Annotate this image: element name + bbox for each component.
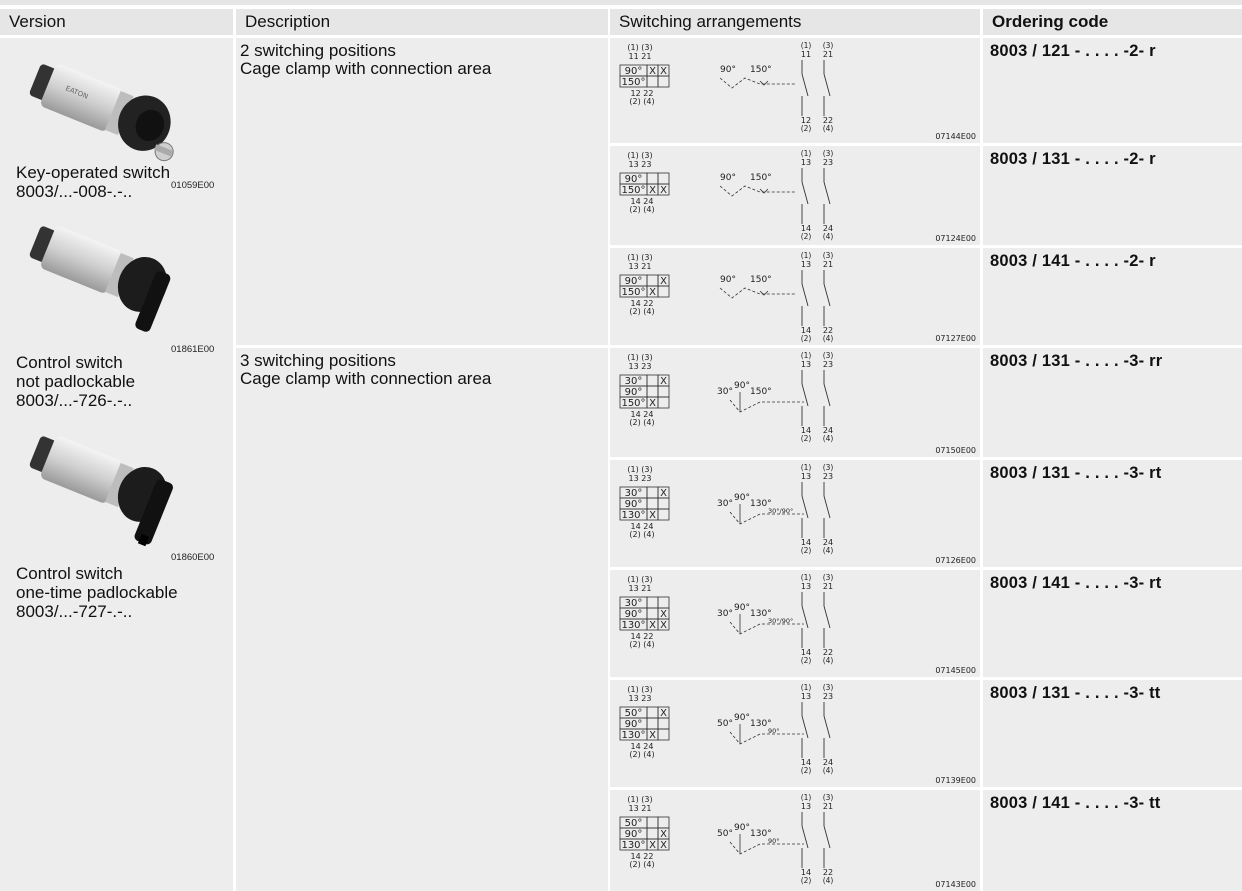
contact-mark: X [660, 840, 667, 851]
photo-code-3: 01860E00 [171, 552, 215, 563]
contact-blade [824, 284, 830, 306]
travel-label: 90° [768, 727, 780, 735]
switching-diagram-cell [610, 38, 980, 143]
angle-label: 90° [720, 65, 736, 75]
contact-mark: X [649, 730, 656, 741]
angle-label: 50° [717, 829, 733, 839]
angle-label: 150° [750, 387, 772, 397]
contact-blade [824, 716, 830, 738]
contact-mark: X [660, 376, 667, 387]
angle-label: 130° [750, 829, 772, 839]
contact-paren: (1) [800, 251, 812, 260]
angle-label: 130° [750, 609, 772, 619]
contact-mark: X [649, 287, 656, 298]
switching-diagram [610, 38, 980, 143]
travel-line [720, 78, 796, 88]
header-ordering-code: Ordering code [983, 9, 1242, 35]
contact-paren: (1) [800, 463, 812, 472]
svg-text:EATON: EATON [64, 84, 90, 101]
contact-paren: (3) [822, 351, 834, 360]
contact-number: 24 [822, 538, 834, 547]
drawing-id: 07150E00 [935, 446, 976, 455]
contact-mark: X [649, 398, 656, 409]
contact-number: 22 [822, 116, 834, 125]
contact-paren: (3) [822, 463, 834, 472]
terminal-label-bottom: (2) (4) [629, 640, 655, 649]
drawing-id: 07145E00 [935, 666, 976, 675]
contact-paren: (4) [822, 124, 834, 133]
contact-paren: (2) [800, 124, 812, 133]
angle-label: 90° [734, 493, 750, 503]
contact-paren: (2) [800, 656, 812, 665]
ordering-code: 8003 / 131 - . . . . -2- r [983, 146, 1242, 245]
table-cell [658, 509, 669, 520]
contact-paren: (2) [800, 876, 812, 885]
switching-diagram-cell [610, 680, 980, 787]
contact-mark: X [660, 185, 667, 196]
contact-blade [824, 384, 830, 406]
ordering-code: 8003 / 131 - . . . . -3- rt [983, 460, 1242, 567]
contact-paren: (4) [822, 334, 834, 343]
contact-paren: (3) [822, 573, 834, 582]
padlockable-switch-photo [18, 426, 218, 556]
table-cell [647, 487, 658, 498]
contact-number: 23 [822, 158, 834, 167]
ordering-code: 8003 / 141 - . . . . -2- r [983, 248, 1242, 345]
angle-cell: 50° [624, 708, 643, 719]
contact-paren: (3) [822, 149, 834, 158]
contact-paren: (4) [822, 656, 834, 665]
contact-number: 24 [822, 426, 834, 435]
contact-blade [802, 496, 808, 518]
contact-paren: (4) [822, 546, 834, 555]
travel-line [730, 842, 804, 854]
terminal-label-top: (1) (3) [627, 465, 653, 474]
angle-cell: 130° [621, 510, 646, 521]
angle-label: 90° [734, 713, 750, 723]
contact-paren: (2) [800, 766, 812, 775]
terminal-number-bottom: 14 22 [630, 632, 654, 641]
angle-label: 30° [717, 499, 733, 509]
version-column [0, 38, 233, 891]
contact-number: 11 [800, 50, 812, 59]
switching-diagram-cell [610, 460, 980, 567]
switching-diagram-cell [610, 790, 980, 891]
angle-label: 130° [750, 499, 772, 509]
contact-number: 13 [800, 472, 812, 481]
contact-number: 14 [800, 758, 812, 767]
contact-number: 21 [822, 260, 834, 269]
terminal-label-bottom: (2) (4) [629, 205, 655, 214]
drawing-id: 07143E00 [935, 880, 976, 889]
terminal-label-top: (1) (3) [627, 253, 653, 262]
contact-mark: X [660, 620, 667, 631]
top-rule [0, 0, 1242, 5]
angle-label: 90° [720, 173, 736, 183]
angle-label: 150° [750, 173, 772, 183]
contact-mark: X [660, 488, 667, 499]
contact-number: 22 [822, 868, 834, 877]
table-cell [647, 707, 658, 718]
angle-cell: 150° [621, 185, 646, 196]
contact-paren: (4) [822, 434, 834, 443]
contact-number: 14 [800, 426, 812, 435]
contact-number: 21 [822, 802, 834, 811]
contact-paren: (2) [800, 546, 812, 555]
contact-number: 14 [800, 538, 812, 547]
table-cell [647, 597, 658, 608]
switching-diagram [610, 146, 980, 245]
table-cell [658, 718, 669, 729]
version-1-label: Key-operated switch 8003/...-008-.-.. [16, 163, 171, 201]
angle-label: 30° [717, 387, 733, 397]
contact-paren: (4) [822, 766, 834, 775]
table-cell [647, 718, 658, 729]
terminal-label-top: (1) (3) [627, 43, 653, 52]
switching-diagram-cell [610, 146, 980, 245]
contact-paren: (1) [800, 793, 812, 802]
contact-blade [802, 384, 808, 406]
table-cell [647, 76, 658, 87]
terminal-label-bottom: (2) (4) [629, 418, 655, 427]
terminal-number-top: 13 23 [628, 694, 652, 703]
contact-mark: X [660, 609, 667, 620]
contact-blade [824, 606, 830, 628]
contact-mark: X [660, 708, 667, 719]
angle-cell: 130° [621, 840, 646, 851]
table-cell [647, 275, 658, 286]
contact-mark: X [660, 276, 667, 287]
contact-paren: (3) [822, 793, 834, 802]
contact-blade [824, 182, 830, 204]
terminal-label-top: (1) (3) [627, 685, 653, 694]
terminal-number-bottom: 14 24 [630, 197, 654, 206]
contact-number: 23 [822, 692, 834, 701]
switching-diagram [610, 248, 980, 345]
ordering-code: 8003 / 131 - . . . . -3- tt [983, 680, 1242, 787]
contact-paren: (3) [822, 251, 834, 260]
contact-number: 22 [822, 648, 834, 657]
version-3-label: Control switch one-time padlockable 8003/...-727-.-.. [16, 564, 178, 621]
table-cell [658, 173, 669, 184]
contact-number: 23 [822, 360, 834, 369]
table-cell [658, 817, 669, 828]
contact-number: 21 [822, 50, 834, 59]
terminal-number-bottom: 14 22 [630, 299, 654, 308]
angle-cell: 150° [621, 287, 646, 298]
travel-line [730, 400, 804, 412]
contact-mark: X [660, 66, 667, 77]
contact-blade [802, 716, 808, 738]
ordering-code: 8003 / 121 - . . . . -2- r [983, 38, 1242, 143]
contact-mark: X [649, 185, 656, 196]
travel-label: 30°/90° [768, 617, 794, 625]
angle-label: 90° [734, 823, 750, 833]
contact-number: 13 [800, 158, 812, 167]
header-version: Version [0, 9, 233, 35]
angle-cell: 90° [624, 829, 643, 840]
terminal-number-top: 13 21 [628, 262, 652, 271]
terminal-number-top: 13 23 [628, 160, 652, 169]
contact-paren: (2) [800, 334, 812, 343]
contact-blade [824, 496, 830, 518]
contact-blade [802, 284, 808, 306]
terminal-number-bottom: 14 24 [630, 522, 654, 531]
contact-blade [802, 826, 808, 848]
terminal-number-bottom: 14 22 [630, 852, 654, 861]
angle-cell: 90° [624, 609, 643, 620]
table-cell [647, 817, 658, 828]
table-cell [658, 397, 669, 408]
angle-cell: 150° [621, 398, 646, 409]
contact-number: 13 [800, 360, 812, 369]
travel-label: 30°/90° [768, 507, 794, 515]
travel-line [720, 186, 796, 196]
contact-mark: X [649, 66, 656, 77]
contact-number: 23 [822, 472, 834, 481]
table-cell [647, 375, 658, 386]
control-switch-photo [18, 216, 218, 346]
photo-code-1: 01059E00 [171, 180, 215, 191]
contact-paren: (1) [800, 351, 812, 360]
contact-number: 24 [822, 758, 834, 767]
terminal-number-top: 13 23 [628, 362, 652, 371]
table-cell [658, 498, 669, 509]
photo-code-2: 01861E00 [171, 344, 215, 355]
drawing-id: 07139E00 [935, 776, 976, 785]
contact-mark: X [649, 510, 656, 521]
drawing-id: 07126E00 [935, 556, 976, 565]
angle-cell: 30° [624, 598, 643, 609]
contact-number: 12 [800, 116, 812, 125]
angle-label: 90° [720, 275, 736, 285]
contact-paren: (2) [800, 434, 812, 443]
terminal-number-bottom: 14 24 [630, 410, 654, 419]
angle-cell: 90° [624, 276, 643, 287]
contact-paren: (1) [800, 683, 812, 692]
angle-cell: 150° [621, 77, 646, 88]
contact-number: 21 [822, 582, 834, 591]
table-cell [647, 173, 658, 184]
contact-number: 14 [800, 326, 812, 335]
contact-blade [802, 74, 808, 96]
contact-paren: (1) [800, 149, 812, 158]
switching-diagram-cell [610, 348, 980, 457]
drawing-id: 07124E00 [935, 234, 976, 243]
angle-label: 90° [734, 381, 750, 391]
angle-cell: 50° [624, 818, 643, 829]
angle-cell: 90° [624, 66, 643, 77]
angle-label: 150° [750, 275, 772, 285]
ordering-code: 8003 / 141 - . . . . -3- rt [983, 570, 1242, 677]
angle-label: 50° [717, 719, 733, 729]
contact-paren: (4) [822, 232, 834, 241]
angle-cell: 90° [624, 499, 643, 510]
drawing-id: 07127E00 [935, 334, 976, 343]
contact-paren: (3) [822, 683, 834, 692]
terminal-label-bottom: (2) (4) [629, 750, 655, 759]
terminal-label-top: (1) (3) [627, 795, 653, 804]
angle-cell: 30° [624, 488, 643, 499]
switching-diagram [610, 460, 980, 567]
terminal-label-bottom: (2) (4) [629, 97, 655, 106]
contact-number: 14 [800, 648, 812, 657]
terminal-number-top: 13 23 [628, 474, 652, 483]
angle-label: 30° [717, 609, 733, 619]
switching-diagram [610, 570, 980, 677]
angle-label: 150° [750, 65, 772, 75]
table-cell [647, 498, 658, 509]
contact-number: 13 [800, 582, 812, 591]
switching-diagram [610, 680, 980, 787]
contact-number: 13 [800, 692, 812, 701]
terminal-label-bottom: (2) (4) [629, 530, 655, 539]
table-cell [658, 386, 669, 397]
contact-mark: X [649, 840, 656, 851]
terminal-label-bottom: (2) (4) [629, 307, 655, 316]
contact-blade [824, 826, 830, 848]
switching-diagram-cell [610, 570, 980, 677]
contact-paren: (2) [800, 232, 812, 241]
contact-paren: (3) [822, 41, 834, 50]
version-2-label: Control switch not padlockable 8003/...-726-.-.. [16, 353, 136, 410]
travel-line [730, 732, 804, 744]
contact-paren: (1) [800, 573, 812, 582]
contact-number: 22 [822, 326, 834, 335]
table-cell [658, 76, 669, 87]
table-cell [647, 828, 658, 839]
description-group-1: 2 switching positions Cage clamp with connection area [236, 38, 608, 345]
header-switching: Switching arrangements [610, 9, 980, 35]
angle-cell: 90° [624, 174, 643, 185]
table-cell [647, 608, 658, 619]
table-cell [647, 386, 658, 397]
contact-mark: X [649, 620, 656, 631]
terminal-number-top: 13 21 [628, 584, 652, 593]
angle-cell: 130° [621, 620, 646, 631]
contact-mark: X [660, 829, 667, 840]
contact-number: 13 [800, 260, 812, 269]
terminal-number-bottom: 12 22 [630, 89, 654, 98]
switching-diagram [610, 348, 980, 457]
contact-blade [802, 182, 808, 204]
contact-number: 24 [822, 224, 834, 233]
terminal-number-bottom: 14 24 [630, 742, 654, 751]
contact-paren: (4) [822, 876, 834, 885]
angle-cell: 90° [624, 719, 643, 730]
contact-blade [802, 606, 808, 628]
ordering-code: 8003 / 141 - . . . . -3- tt [983, 790, 1242, 891]
angle-cell: 90° [624, 387, 643, 398]
table-cell [658, 597, 669, 608]
description-group-2: 3 switching positions Cage clamp with connection area [236, 348, 608, 891]
terminal-number-top: 13 21 [628, 804, 652, 813]
switching-diagram [610, 790, 980, 891]
ordering-code: 8003 / 131 - . . . . -3- rr [983, 348, 1242, 457]
angle-label: 90° [734, 603, 750, 613]
travel-line [720, 288, 796, 298]
contact-paren: (1) [800, 41, 812, 50]
terminal-label-top: (1) (3) [627, 151, 653, 160]
contact-number: 14 [800, 224, 812, 233]
contact-number: 13 [800, 802, 812, 811]
table-cell [658, 729, 669, 740]
angle-cell: 130° [621, 730, 646, 741]
header-description: Description [236, 9, 608, 35]
terminal-number-top: 11 21 [628, 52, 652, 61]
drawing-id: 07144E00 [935, 132, 976, 141]
contact-number: 14 [800, 868, 812, 877]
angle-cell: 30° [624, 376, 643, 387]
contact-blade [824, 74, 830, 96]
table-cell [658, 286, 669, 297]
terminal-label-bottom: (2) (4) [629, 860, 655, 869]
switching-diagram-cell [610, 248, 980, 345]
terminal-label-top: (1) (3) [627, 575, 653, 584]
travel-label: 90° [768, 837, 780, 845]
angle-label: 130° [750, 719, 772, 729]
terminal-label-top: (1) (3) [627, 353, 653, 362]
